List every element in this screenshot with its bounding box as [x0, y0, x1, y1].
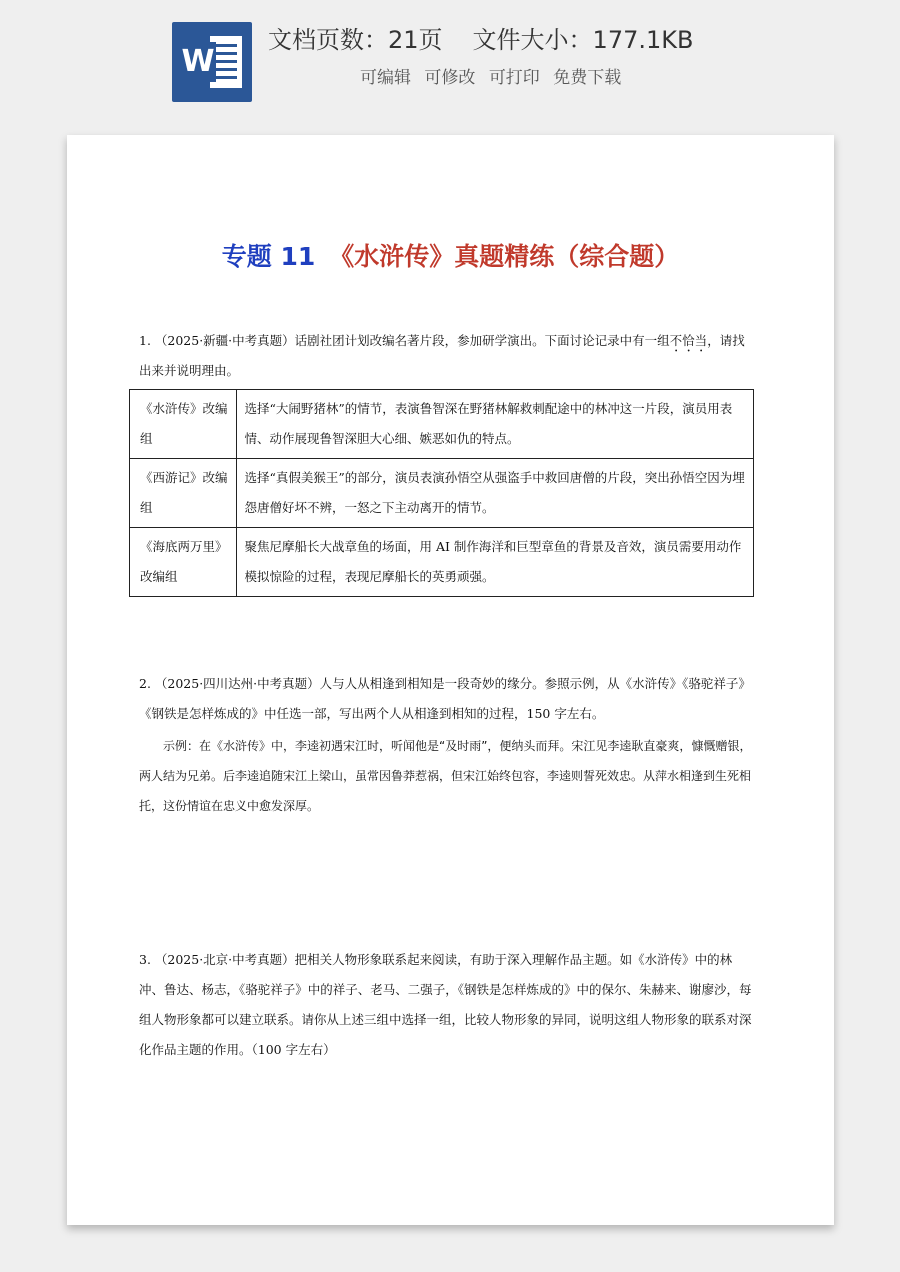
feature-modifiable: 可修改	[424, 68, 476, 88]
title-main: 《水浒传》真题精练（综合题）	[329, 242, 680, 271]
file-info	[268, 22, 788, 58]
emphasis-text: 不恰当	[669, 333, 708, 348]
question-1: 1. （2025·新疆·中考真题）话剧社团计划改编名著片段，参加研学演出。下面讨论记录中有一组不恰当，请找出来并说明理由。	[139, 333, 745, 378]
title-prefix: 专题 11	[221, 242, 316, 271]
feature-free-download: 免费下载	[553, 68, 622, 88]
table-row	[130, 528, 754, 597]
content-cell: 选择“真假美猴王”的部分，演员表演孙悟空从强盗手中救回唐僧的片段，突出孙悟空因为埋怨唐僧好坏不辨，一怒之下主动离开的情节。	[236, 459, 753, 528]
question-3: 3. （2025·北京·中考真题）把相关人物形象联系起来阅读，有助于深入理解作品主题。如《水浒传》中的林冲、鲁达、杨志，《骆驼祥子》中的祥子、老马、二强子，《钢铁是怎样炼成的》中的保尔、朱赫来、谢廖沙，每组人物形象都可以建立联系。请你从上述三组中选择一组，比较人物形象的异同，说明这组人物形象的联系对深化作品主题的作用。（100 字左右）	[139, 952, 752, 1057]
table-row	[130, 459, 754, 528]
page-title	[67, 237, 834, 277]
document-page	[67, 135, 834, 1225]
feature-editable: 可编辑	[360, 68, 411, 88]
question-2-example: 示例：在《水浒传》中，李逵初遇宋江时，听闻他是“及时雨”，便纳头而拜。宋江见李逵耿直豪爽，慷慨赠银，两人结为兄弟。后李逵追随宋江上梁山，虽常因鲁莽惹祸，但宋江始终包容，李逵则誓死效忠。从萍水相逢到生死相托，这份情谊在忠义中愈发深厚。	[139, 739, 752, 813]
word-document-icon	[172, 22, 252, 102]
question-2: 2. （2025·四川达州·中考真题）人与人从相逢到相知是一段奇妙的缘分。参照示例，从《水浒传》《骆驼祥子》《钢铁是怎样炼成的》中任选一部，写出两个人从相逢到相知的过程，150 字左右。	[139, 676, 751, 721]
content-cell: 选择“大闹野猪林”的情节，表演鲁智深在野猪林解救刺配途中的林冲这一片段，演员用表情、动作展现鲁智深胆大心细、嫉恶如仇的特点。	[236, 390, 753, 459]
word-letter: W	[180, 42, 216, 82]
table-row	[130, 390, 754, 459]
group-cell: 《西游记》改编组	[130, 459, 237, 528]
feature-list	[360, 64, 680, 92]
group-cell: 《水浒传》改编组	[130, 390, 237, 459]
content-cell: 聚焦尼摩船长大战章鱼的场面，用 AI 制作海洋和巨型章鱼的背景及音效，演员需要用动作模拟惊险的过程，表现尼摩船长的英勇顽强。	[236, 528, 753, 597]
discussion-table	[129, 389, 754, 597]
page-count: 文档页数：21页	[268, 26, 443, 54]
file-size: 文件大小：177.1KB	[472, 26, 694, 54]
group-cell: 《海底两万里》改编组	[130, 528, 237, 597]
download-header	[0, 0, 900, 120]
feature-printable: 可打印	[488, 68, 540, 88]
